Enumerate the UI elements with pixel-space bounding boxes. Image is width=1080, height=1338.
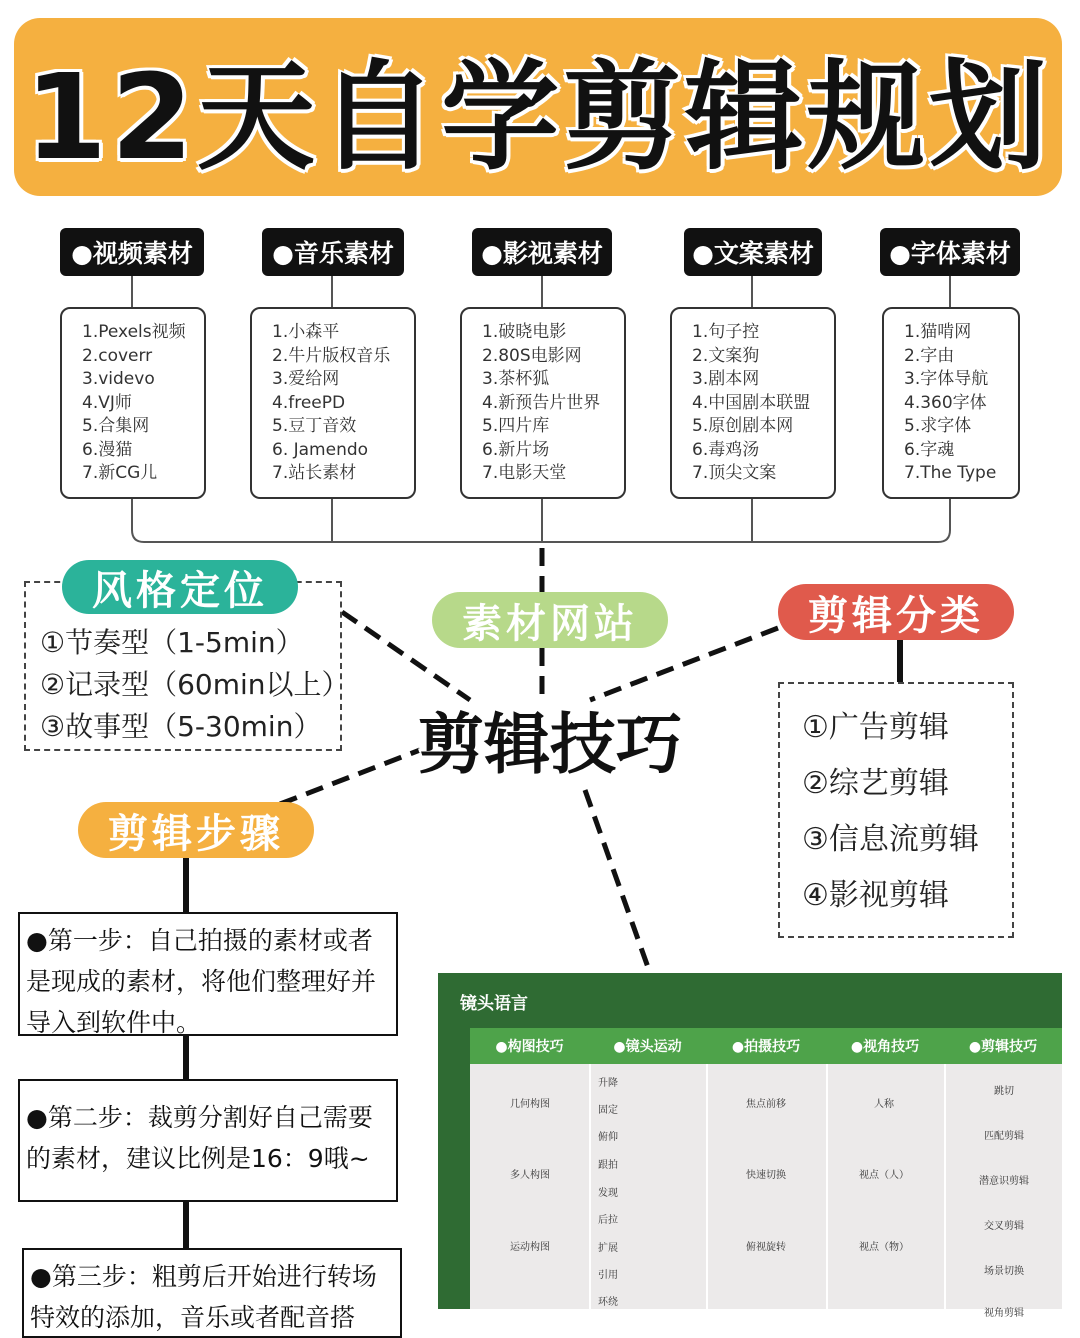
column-divider	[826, 1064, 828, 1309]
table-cell: 俯仰	[598, 1132, 618, 1143]
list-item: 2.coverr	[82, 345, 153, 366]
edit-steps-label: 剪辑步骤	[78, 802, 314, 858]
table-cell: 跟拍	[598, 1160, 618, 1171]
list-item: 7.新CG儿	[82, 463, 158, 483]
category-music-list	[250, 307, 416, 499]
list-item: 6.字魂	[904, 439, 955, 460]
table-cell: 人称	[874, 1099, 894, 1110]
list-item: 4.新预告片世界	[482, 392, 601, 413]
table-cell: 多人构图	[510, 1170, 550, 1181]
column-divider	[589, 1064, 591, 1309]
edit-category-item: ①广告剪辑	[802, 710, 949, 745]
lens-header-editing: ●剪辑技巧	[968, 1039, 1038, 1055]
list-item: 3.茶杯狐	[482, 369, 550, 389]
center-title: 剪辑技巧	[418, 705, 682, 783]
table-cell: 引用	[598, 1270, 618, 1281]
list-item: 1.Pexels视频	[82, 322, 186, 342]
table-cell: 几何构图	[510, 1099, 550, 1110]
list-item: 1.小森平	[272, 322, 340, 342]
category-video-label: ●视频素材	[60, 228, 204, 276]
step-2-box: ●第二步：裁剪分割好自己需要的素材，建议比例是16：9哦~	[18, 1079, 398, 1202]
column-divider	[706, 1064, 708, 1309]
table-cell: 固定	[598, 1105, 618, 1116]
step-3-box: ●第三步：粗剪后开始进行转场特效的添加，音乐或者配音搭	[22, 1248, 402, 1338]
list-item: 6.新片场	[482, 439, 550, 460]
lens-header-shooting: ●拍摄技巧	[731, 1039, 801, 1055]
table-cell: 跳切	[994, 1086, 1014, 1097]
list-item: 4.360字体	[904, 392, 987, 413]
table-cell: 视点（物）	[859, 1242, 909, 1253]
edit-category-item: ②综艺剪辑	[802, 766, 949, 801]
list-item: 2.字由	[904, 345, 955, 366]
step-1-box: ●第一步：自己拍摄的素材或者是现成的素材，将他们整理好并导入到软件中。	[18, 912, 398, 1036]
list-item: 1.猫啃网	[904, 322, 972, 342]
category-font-label: ●字体素材	[880, 228, 1020, 276]
category-film-label: ●影视素材	[472, 228, 612, 276]
list-item: 5.求字体	[904, 416, 972, 436]
table-cell: 运动构图	[510, 1242, 550, 1253]
style-item: ③故事型（5-30min）	[40, 710, 322, 743]
table-cell: 潜意识剪辑	[979, 1176, 1029, 1187]
edit-category-item: ④影视剪辑	[802, 878, 949, 913]
category-copy-label: ●文案素材	[684, 228, 822, 276]
style-item: ①节奏型（1-5min）	[40, 626, 304, 659]
list-item: 6. Jamendo	[272, 439, 369, 460]
table-cell: 扩展	[598, 1243, 618, 1254]
edit-category-label: 剪辑分类	[778, 584, 1014, 640]
list-item: 7.The Type	[904, 463, 997, 483]
edit-category-box	[778, 682, 1014, 938]
page-title: 12天自学剪辑规划	[24, 48, 1052, 186]
list-item: 4.VJ师	[82, 392, 132, 413]
list-item: 4.freePD	[272, 392, 346, 413]
list-item: 7.电影天堂	[482, 463, 567, 483]
table-cell: 交叉剪辑	[984, 1221, 1024, 1232]
table-cell: 匹配剪辑	[984, 1131, 1024, 1142]
lens-table-body	[470, 1064, 1062, 1319]
category-font-list	[882, 307, 1020, 499]
table-cell: 快速切换	[746, 1170, 786, 1181]
list-item: 2.80S电影网	[482, 345, 582, 366]
table-cell: 焦点前移	[746, 1099, 786, 1110]
lens-header-perspective: ●视角技巧	[850, 1039, 920, 1055]
lens-header-row	[470, 1028, 1062, 1064]
list-item: 2.牛片版权音乐	[272, 345, 391, 366]
table-cell: 环绕	[598, 1297, 618, 1308]
material-sites-label: 素材网站	[432, 592, 668, 648]
list-item: 5.豆丁音效	[272, 416, 357, 436]
table-cell: 视角剪辑	[984, 1308, 1024, 1319]
list-item: 6.漫猫	[82, 439, 133, 460]
list-item: 1.句子控	[692, 322, 760, 342]
table-cell: 发现	[598, 1188, 618, 1199]
table-cell: 场景切换	[984, 1266, 1024, 1277]
category-film-list	[460, 307, 626, 499]
column-divider	[944, 1064, 946, 1309]
table-cell: 视点（人）	[859, 1170, 909, 1181]
list-item: 3.爱给网	[272, 369, 340, 389]
list-item: 5.合集网	[82, 416, 150, 436]
list-item: 5.原创剧本网	[692, 416, 794, 436]
category-copy-list	[670, 307, 836, 499]
style-label: 风格定位	[62, 560, 298, 614]
category-music-label: ●音乐素材	[262, 228, 404, 276]
list-item: 5.四片库	[482, 416, 550, 436]
list-item: 6.毒鸡汤	[692, 439, 760, 460]
list-item: 3.videvo	[82, 369, 155, 389]
list-item: 3.字体导航	[904, 369, 989, 389]
table-cell: 后拉	[598, 1215, 618, 1226]
lens-language-panel	[438, 973, 1062, 1319]
list-item: 1.破晓电影	[482, 322, 567, 342]
title-banner	[14, 18, 1062, 196]
list-item: 7.站长素材	[272, 463, 357, 483]
list-item: 4.中国剧本联盟	[692, 392, 811, 413]
list-item: 3.剧本网	[692, 369, 760, 389]
lens-header-movement: ●镜头运动	[613, 1039, 682, 1055]
table-cell: 升降	[598, 1078, 618, 1089]
style-item: ②记录型（60min以上）	[40, 668, 350, 701]
list-item: 2.文案狗	[692, 345, 760, 366]
list-item: 7.顶尖文案	[692, 463, 777, 483]
lens-title: 镜头语言	[460, 994, 528, 1014]
category-video-list	[60, 307, 206, 499]
lens-header-composition: ●构图技巧	[495, 1039, 564, 1055]
edit-category-item: ③信息流剪辑	[802, 822, 979, 857]
table-cell: 俯视旋转	[746, 1242, 786, 1253]
